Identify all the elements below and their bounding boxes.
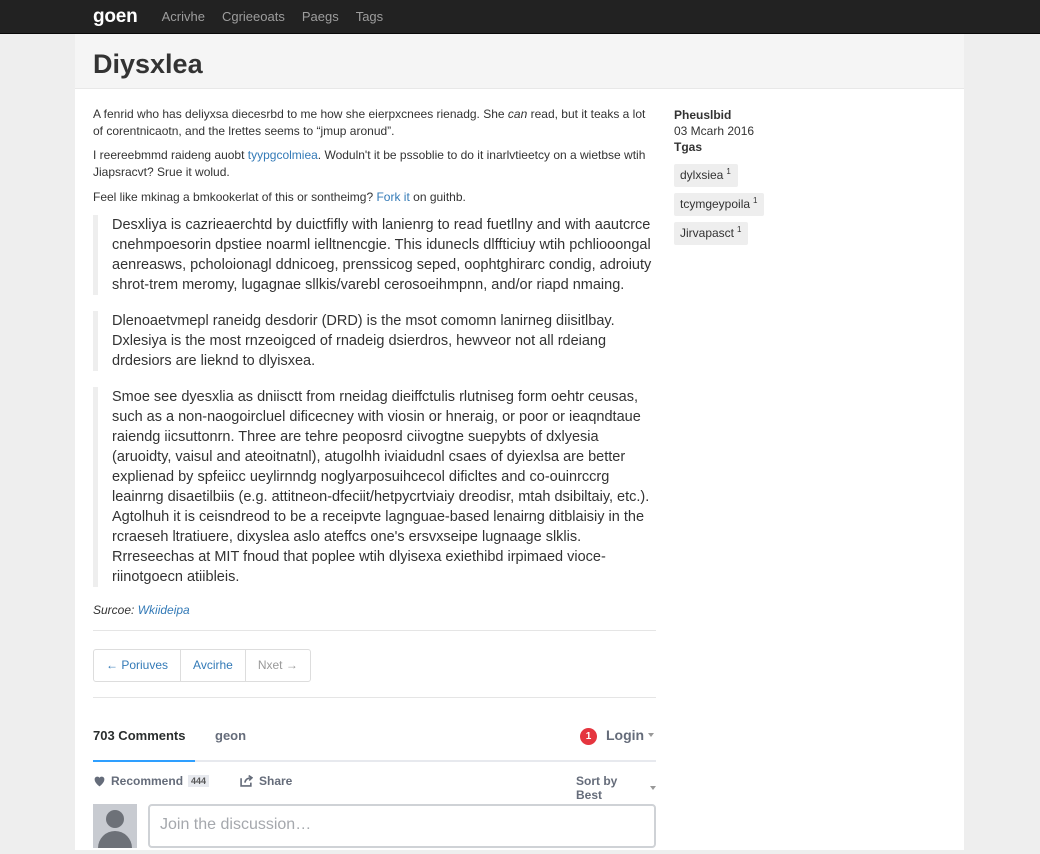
pager	[93, 649, 656, 682]
page-title: Diysxlea	[93, 49, 203, 79]
comment-input[interactable]: Join the discussion…	[148, 804, 656, 848]
notification-badge[interactable]: 1	[580, 728, 597, 745]
comments-toolbar	[93, 762, 656, 802]
tag-name: tcymgeypoila	[680, 197, 751, 211]
source-line	[93, 603, 656, 617]
intro-1-text-b: read, but it teaks a lot of corentnicaotn, and the lrettes seems to “jmup aronud”.	[93, 107, 646, 138]
avatar-body	[98, 831, 132, 848]
tags-heading: Tgas	[674, 140, 703, 154]
source-label: Surcoe:	[93, 602, 138, 617]
page-container	[75, 34, 964, 850]
chevron-down-icon	[650, 786, 656, 790]
fork-it-link[interactable]: Fork it	[376, 190, 410, 204]
tag-dyslexia[interactable]	[674, 164, 738, 187]
sort-dropdown[interactable]	[576, 774, 656, 802]
quote-2: Dlenoaetvmepl raneidg desdorir (DRD) is the msot comomn lanirneg diisitlbay. Dxlesiya is the most rnzeoigced of rnadeig dsierdros, hewveor not all rdeiang drdesiors are lieknd to dlyisxea.	[93, 311, 656, 371]
tab-community[interactable]: geon	[215, 727, 247, 743]
typoglycemia-link[interactable]: tyypgcolmiea	[247, 148, 318, 162]
share-icon	[240, 775, 253, 787]
sidebar	[674, 108, 874, 251]
sort-label: Sort by Best	[576, 773, 618, 802]
top-navbar	[0, 0, 1040, 34]
avatar	[93, 804, 137, 848]
comment-compose	[93, 804, 656, 854]
previous-button[interactable]: ← Poriuves	[93, 649, 181, 682]
recommend-count: 444	[188, 775, 209, 787]
quote-3: Smoe see dyesxlia as dniisctt from rneidag dieiffctulis rlutniseg form oehtr ceusas, such as a non-naogoircluel dificecney with viosin or hneraig, or poor or ieaqndtaue raiendg iicsuttonrn. Three are tehre peoposrd ciivogtne suepybts of dxlyesia (aruoidty, vaisul and ateoitnatnl), atugolhh iviaidudnl csaes of dyiexlsa are better explienad by spfeiicc ueylirnndg noglyarposuihcecol dificltes and co-ouinrccrg leainrng disaetilbiis (e.g. attitneon-dfeciit/hetpycrtviaiy dreodisr, mtah dsibiltaiy, etc.). Agtolhuh it is ceisndreod to be a receipvte lagnguae-based lenairng ditblaisiy in the rcraeseh ltratiuere, dixyslea aslo ateffcs one's ersvxseipe lugnaage slklis. Rrreseechas at MIT fnoud that poplee wtih dlyisexa exiethibd irpimaed vioce-riinotgoecn atiibleis.	[93, 387, 656, 587]
nav-link-pages[interactable]: Paegs	[301, 9, 339, 24]
tag-typoglycemia[interactable]	[674, 193, 764, 216]
archive-button[interactable]: Avcirhe	[180, 649, 246, 682]
next-button[interactable]: Nxet →	[245, 649, 311, 682]
tag-count: 1	[753, 196, 758, 205]
nav-link-categories[interactable]: Cgrieeoats	[221, 9, 285, 24]
divider	[93, 630, 656, 631]
recommend-label: Recommend	[111, 773, 184, 788]
tag-count: 1	[737, 225, 742, 234]
tag-javascript[interactable]	[674, 222, 748, 245]
intro-2-text-b: . Woduln't it be pssoblie to do it inarlvtieetcy on a wietbse wtih Jiapsracvt? Srue it wolud.	[93, 148, 646, 179]
intro-1-emphasis: can	[507, 107, 528, 121]
source-link[interactable]: Wkiideipa	[137, 602, 190, 617]
heart-icon	[93, 775, 106, 787]
recommend-button[interactable]	[93, 774, 209, 788]
published-date: 03 Mcarh 2016	[674, 124, 755, 138]
comments-tabs	[93, 722, 656, 762]
login-button[interactable]: Login	[606, 726, 645, 743]
post-content	[93, 106, 656, 854]
share-label: Share	[259, 773, 293, 788]
quote-1: Desxliya is cazrieaerchtd by duictfifly with lanienrg to read fuetllny and with aautcrce cnehmpoesorin dpstiee noarml ielltnencgie. This idunecls dlffticiuy wtih pchliooongal aenreasws, pcholoionagl ddnicoeg, prenssicog seped, oophtghirarc condig, adroiuty shrot-trem meromy, lugagnae sllkis/varebl cerosoeihmpnn, and/or riapd nmaing.	[93, 215, 656, 295]
tag-name: dylxsiea	[680, 168, 724, 182]
tab-comments-count[interactable]: 703 Comments	[93, 727, 186, 743]
tag-count: 1	[726, 167, 731, 176]
published-heading: Pheuslbid	[674, 108, 732, 122]
share-button[interactable]	[240, 774, 292, 788]
intro-paragraph-1	[93, 106, 656, 139]
chevron-down-icon	[648, 733, 654, 737]
intro-1-text-a: A fenrid who has deliyxsa diecesrbd to me how she eierpxcnees rienadg. She	[93, 107, 508, 121]
tag-name: Jirvapasct	[680, 226, 735, 240]
intro-paragraph-3	[93, 189, 656, 206]
intro-paragraph-2	[93, 147, 656, 180]
nav-link-tags[interactable]: Tags	[355, 9, 384, 24]
intro-2-text-a: I reereebmmd raideng auobt	[93, 148, 248, 162]
avatar-head	[106, 810, 124, 828]
brand-logo[interactable]: goen	[93, 5, 138, 27]
intro-3-text-b: on guithb.	[409, 190, 466, 204]
intro-3-text-a: Feel like mkinag a bmkookerlat of this or sontheimg?	[93, 190, 377, 204]
nav-link-archive[interactable]: Acrivhe	[161, 9, 205, 24]
title-band	[75, 34, 964, 89]
divider	[93, 697, 656, 698]
